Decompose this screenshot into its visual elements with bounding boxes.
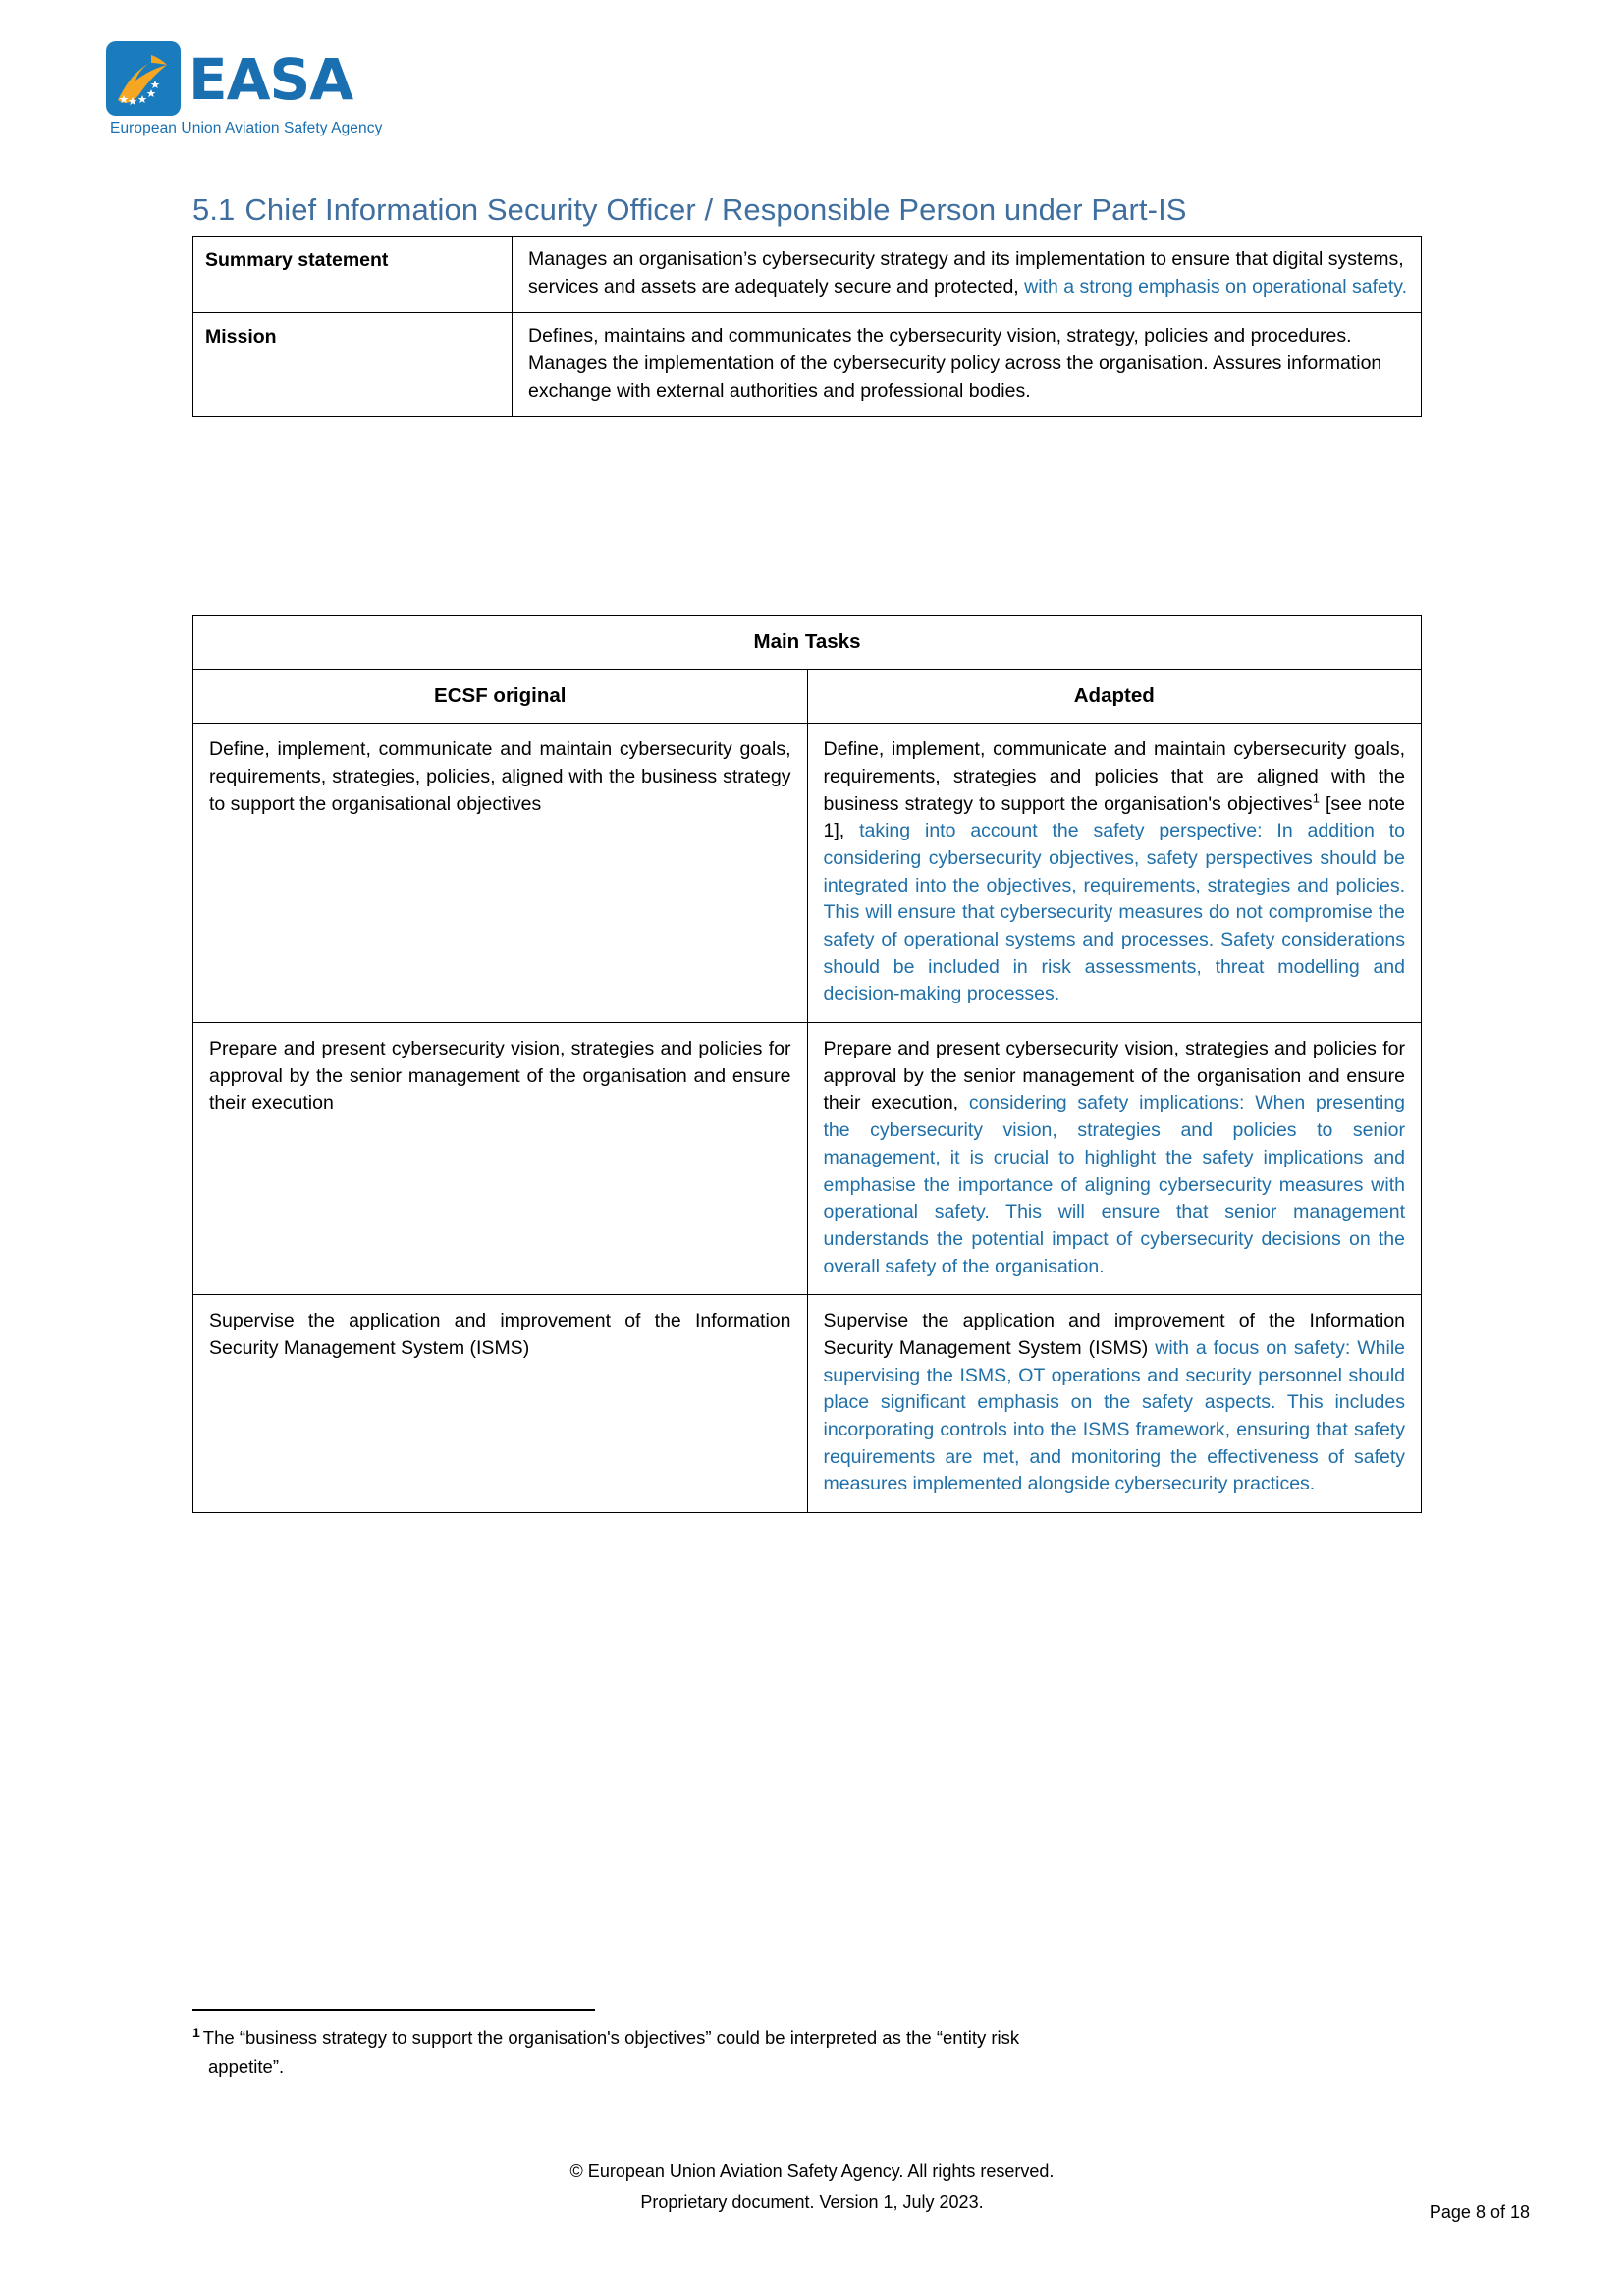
- section-number: 5.1: [192, 192, 236, 227]
- main-tasks-table: [192, 615, 1422, 1513]
- logo-row: [106, 41, 518, 116]
- footnote-line-2: appetite”.: [208, 2055, 285, 2077]
- table-row: [193, 313, 1422, 417]
- row-value-summary-statement: [513, 237, 1422, 313]
- adapted-blue-text-1: taking into account the safety perspective: In addition to considering cybersecurity objectives, safety perspectives should be integrated into the objectives, requirements, strategies and policies. This will ensure that cybersecurity measures do not compromise the safety of operational systems and processes. Safety considerations should be included in risk assessments, threat modelling and decision-making processes.: [823, 820, 1406, 1005]
- adapted-note-ref-1: [see note 1],: [823, 792, 1405, 842]
- column-header-ecsf-original: ECSF original: [193, 670, 808, 724]
- easa-bird-icon: [106, 41, 181, 116]
- task-adapted-1: [807, 724, 1422, 1023]
- table-row: [193, 1295, 1422, 1513]
- task-original-3: Supervise the application and improvement of the Information Security Management System (ISMS): [193, 1295, 808, 1513]
- task-adapted-3: [807, 1295, 1422, 1513]
- task-original-1: Define, implement, communicate and maintain cybersecurity goals, requirements, strategies, policies, aligned with the business strategy to support the organisational objectives: [193, 724, 808, 1023]
- adapted-black-text-3: Supervise the application and improvement of the Information Security Management System (ISMS): [823, 1310, 1405, 1359]
- row-label-mission: Mission: [193, 313, 513, 417]
- table-row: [193, 724, 1422, 1023]
- page-number: Page 8 of 18: [1429, 2202, 1530, 2222]
- task-adapted-2: [807, 1023, 1422, 1295]
- footnote-marker-1[interactable]: 1: [1312, 790, 1320, 806]
- row-label-summary-statement: Summary statement: [193, 237, 513, 313]
- row-value-mission: Defines, maintains and communicates the cybersecurity vision, strategy, policies and procedures. Manages the implementation of the cybersecurity policy across the organisation. Assures information exchange with external authorities and professional bodies.: [513, 313, 1422, 417]
- logo-tagline: European Union Aviation Safety Agency: [110, 120, 383, 136]
- footnote-line-1: The “business strategy to support the organisation's objectives” could be interpreted as the “entity risk: [202, 2028, 1020, 2048]
- logo-wordmark: EASA: [189, 46, 353, 113]
- table-title-row: [193, 616, 1422, 670]
- footnote-separator: [192, 2009, 595, 2011]
- page-title: [192, 192, 1459, 228]
- adapted-blue-text-2: considering safety implications: When presenting the cybersecurity vision, strategies and policies to senior management, it is crucial to highlight the safety implications and emphasise the importance of aligning cybersecurity measures with operational safety. This will ensure that senior management understands the potential impact of cybersecurity decisions on the overall safety of the organisation.: [823, 1092, 1406, 1277]
- summary-black-text: Manages an organisation’s cybersecurity strategy and its implementation to ensure that digital systems, services and assets are adequately secure and protected,: [528, 248, 1404, 298]
- footnote: [192, 2025, 1420, 2081]
- column-header-adapted: Adapted: [807, 670, 1422, 724]
- adapted-blue-text-3: with a focus on safety: While supervising the ISMS, OT operations and security personnel should place significant emphasis on the safety aspects. This includes incorporating controls into the ISMS framework, ensuring that safety requirements are met, and monitoring the effectiveness of safety measures implemented alongside cybersecurity practices.: [823, 1336, 1405, 1495]
- table-row: [193, 237, 1422, 313]
- section-title: Chief Information Security Officer / Responsible Person under Part-IS: [244, 192, 1187, 227]
- table-header-row: [193, 670, 1422, 724]
- summary-blue-text: with a strong emphasis on operational safety.: [1024, 275, 1407, 298]
- footer-proprietary: Proprietary document. Version 1, July 2023.: [640, 2192, 984, 2212]
- adapted-black-text-2: Prepare and present cybersecurity vision, strategies and policies for approval by the senior management of the organisation and ensure their execution,: [823, 1038, 1405, 1114]
- footnote-number: 1: [192, 2024, 200, 2040]
- footer-copyright: © European Union Aviation Safety Agency. All rights reserved.: [569, 2161, 1055, 2181]
- easa-logo: [106, 41, 518, 147]
- role-summary-table: [192, 236, 1422, 417]
- page-footer: [0, 2156, 1624, 2218]
- task-original-2: Prepare and present cybersecurity vision, strategies and policies for approval by the senior management of the organisation and ensure their execution: [193, 1023, 808, 1295]
- main-tasks-title: Main Tasks: [193, 616, 1422, 670]
- adapted-black-text-1: Define, implement, communicate and maintain cybersecurity goals, requirements, strategies and policies that are aligned with the business strategy to support the organisation's objectives: [823, 738, 1405, 815]
- table-row: [193, 1023, 1422, 1295]
